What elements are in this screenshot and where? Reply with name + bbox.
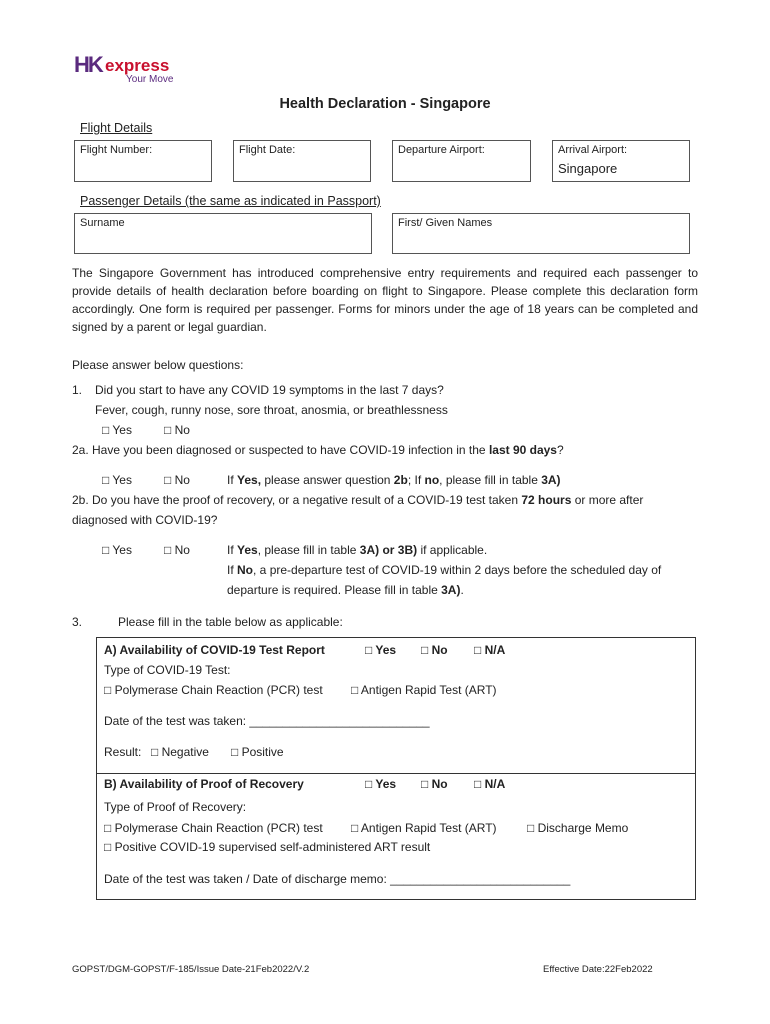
- section-b-date-field[interactable]: Date of the test was taken / Date of discharge memo: ___________________________: [104, 872, 571, 886]
- section-b-discharge-checkbox[interactable]: □ Discharge Memo: [527, 821, 629, 835]
- passenger-details-label: Passenger Details (the same as indicated in Passport): [80, 194, 381, 208]
- q2a-note-1: If: [227, 473, 238, 487]
- section-b-heading: B) Availability of Proof of Recovery: [104, 777, 304, 791]
- questions-intro: Please answer below questions:: [72, 358, 244, 372]
- given-names-field[interactable]: [392, 213, 690, 254]
- q2a-note: [227, 473, 561, 487]
- footer-doc-ref: GOPST/DGM-GOPST/F-185/Issue Date-21Feb2022/V.2: [72, 964, 310, 975]
- q2b-note2-c: , a pre-departure test of COVID-19 within 2 days before the scheduled day of: [253, 563, 662, 577]
- arrival-airport-label: Arrival Airport:: [558, 144, 628, 156]
- section-a-na-checkbox[interactable]: □ N/A: [474, 643, 506, 657]
- flight-date-field[interactable]: [233, 140, 371, 182]
- q2b-text-bold: 72 hours: [521, 493, 572, 507]
- test-report-table: [96, 637, 696, 900]
- q2a-note-3: please answer question: [261, 473, 394, 487]
- q1-yes-checkbox[interactable]: □ Yes: [102, 423, 132, 437]
- q2b-note1-e: if applicable.: [417, 543, 488, 557]
- section-b-yes-checkbox[interactable]: □ Yes: [365, 777, 397, 791]
- footer-effective-date: Effective Date:22Feb2022: [543, 964, 653, 975]
- q2b-note3-b: 3A): [441, 583, 461, 597]
- arrival-airport-value: Singapore: [558, 161, 618, 176]
- flight-details-label: Flight Details: [80, 121, 153, 135]
- q2b-note-1: [227, 543, 487, 557]
- q3-text: Please fill in the table below as applicable:: [118, 615, 343, 629]
- flight-date-label: Flight Date:: [239, 144, 296, 156]
- q2b-note2-a: If: [227, 563, 238, 577]
- q1-no-checkbox[interactable]: □ No: [164, 423, 190, 437]
- q2b-note1-c: , please fill in table: [257, 543, 360, 557]
- q1-detail: Fever, cough, runny nose, sore throat, anosmia, or breathlessness: [95, 403, 448, 417]
- logo-tagline: Your Move: [126, 74, 174, 85]
- section-a-pcr-checkbox[interactable]: □ Polymerase Chain Reaction (PCR) test: [104, 683, 323, 697]
- q3-number: 3.: [72, 615, 83, 629]
- q2a-note-7: , please fill in table: [439, 473, 542, 487]
- flight-number-label: Flight Number:: [80, 144, 153, 156]
- given-names-label: First/ Given Names: [398, 217, 493, 229]
- q1-text: Did you start to have any COVID 19 symptoms in the last 7 days?: [95, 383, 444, 397]
- q2a-note-4: 2b: [393, 473, 408, 487]
- q2a-note-6: no: [424, 473, 440, 487]
- page-title: Health Declaration - Singapore: [279, 96, 491, 112]
- departure-airport-label: Departure Airport:: [398, 144, 485, 156]
- section-a-yes-checkbox[interactable]: □ Yes: [365, 643, 397, 657]
- q2a-text-start: 2a. Have you been diagnosed or suspected to have COVID-19 infection in the: [72, 443, 489, 457]
- flight-number-field[interactable]: [74, 140, 212, 182]
- q2b-note1-b: Yes: [237, 543, 258, 557]
- logo-brand-text: express: [105, 56, 170, 75]
- q2a-note-8: 3A): [541, 473, 561, 487]
- q2b-note-2: [227, 563, 661, 577]
- q2a-note-5: ; If: [407, 473, 425, 487]
- hk-express-logo: [74, 52, 184, 92]
- section-a-date-field[interactable]: Date of the test was taken: ___________________________: [104, 714, 430, 728]
- q2b-note2-b: No: [237, 563, 254, 577]
- surname-label: Surname: [80, 217, 125, 229]
- q2b-note1-d: 3A) or 3B): [359, 543, 418, 557]
- departure-airport-field[interactable]: [392, 140, 531, 182]
- q1-number: 1.: [72, 383, 83, 397]
- section-b-na-checkbox[interactable]: □ N/A: [474, 777, 506, 791]
- section-b-no-checkbox[interactable]: □ No: [421, 777, 448, 791]
- surname-field[interactable]: [74, 213, 372, 254]
- q2a-yes-checkbox[interactable]: □ Yes: [102, 473, 132, 487]
- q2b-note-3: [227, 583, 464, 597]
- section-a-negative-checkbox[interactable]: □ Negative: [151, 745, 209, 759]
- q2b-text: [72, 493, 643, 507]
- section-a-art-checkbox[interactable]: □ Antigen Rapid Test (ART): [351, 683, 497, 697]
- q2b-text-line2: diagnosed with COVID-19?: [72, 513, 218, 527]
- q2a-text-end: ?: [556, 443, 564, 457]
- arrival-airport-field[interactable]: [552, 140, 690, 182]
- section-b-pcr-checkbox[interactable]: □ Polymerase Chain Reaction (PCR) test: [104, 821, 323, 835]
- section-b-art-checkbox[interactable]: □ Antigen Rapid Test (ART): [351, 821, 497, 835]
- section-b-type-label: Type of Proof of Recovery:: [104, 800, 247, 814]
- q2b-text-start: 2b. Do you have the proof of recovery, or a negative result of a COVID-19 test taken: [72, 493, 522, 507]
- q2b-yes-checkbox[interactable]: □ Yes: [102, 543, 132, 557]
- q2a-no-checkbox[interactable]: □ No: [164, 473, 190, 487]
- q2b-note3-a: departure is required. Please fill in table: [227, 583, 442, 597]
- section-b-positive-art-checkbox[interactable]: □ Positive COVID-19 supervised self-administered ART result: [104, 840, 431, 854]
- q2b-text-end: or more after: [571, 493, 644, 507]
- section-a-positive-checkbox[interactable]: □ Positive: [231, 745, 284, 759]
- q2b-note3-c: .: [460, 583, 464, 597]
- table-divider: [97, 773, 695, 774]
- intro-paragraph: The Singapore Government has introduced comprehensive entry requirements and required each passenger to provide details of health declaration before boarding on flight to Singapore. Please complete this declaration form accordingly. One form is required per passenger. Forms for minors under the age of 18 years can be completed and signed by a parent or legal guardian.: [72, 266, 698, 334]
- section-a-result-label: Result:: [104, 745, 142, 759]
- q2b-no-checkbox[interactable]: □ No: [164, 543, 190, 557]
- q2a-text-bold: last 90 days: [488, 443, 557, 457]
- logo-hk-mark: HK: [74, 52, 102, 77]
- q2a-text: [72, 443, 564, 457]
- section-a-type-label: Type of COVID-19 Test:: [104, 663, 231, 677]
- section-a-no-checkbox[interactable]: □ No: [421, 643, 448, 657]
- section-a-heading: A) Availability of COVID-19 Test Report: [104, 643, 325, 657]
- q2a-note-2: Yes,: [237, 473, 262, 487]
- q2b-note1-a: If: [227, 543, 238, 557]
